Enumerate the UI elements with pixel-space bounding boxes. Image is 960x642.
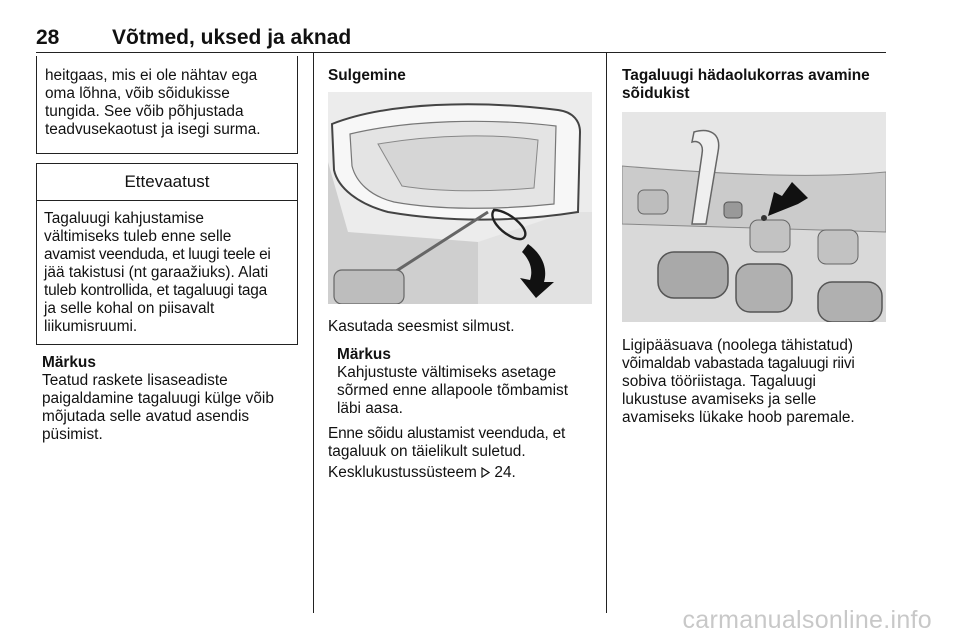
body-line: Ligipääsuava (noolega tähistatud) — [622, 337, 854, 354]
page-header — [36, 22, 886, 53]
caution-line: avamist veenduda, et luugi teele ei — [44, 246, 271, 263]
section-heading-closing: Sulgemine — [328, 67, 406, 84]
caution-line: Tagaluugi kahjustamise — [44, 210, 204, 227]
body-line: sobiva tööriistaga. Tagaluugi — [622, 373, 816, 390]
caution-line: vältimiseks tuleb enne selle — [44, 228, 232, 245]
chapter-title: Võtmed, uksed ja aknad — [112, 26, 352, 49]
caution-line: tuleb kontrollida, et tagaluugi taga — [44, 282, 267, 299]
warning-line: heitgaas, mis ei ole nähtav ega — [45, 67, 258, 84]
caution-line: ja selle kohal on piisavalt — [44, 300, 215, 317]
column-divider-1 — [313, 53, 314, 613]
warning-line: tungida. See võib põhjustada — [45, 103, 244, 120]
paragraph-check-closed — [328, 425, 598, 461]
page-number: 28 — [36, 26, 60, 49]
cross-reference — [328, 464, 516, 482]
body-line: avamiseks lükake hoob paremale. — [622, 409, 855, 426]
note-line: Teatud raskete lisaseadiste — [42, 372, 228, 389]
paragraph-line: tagaluuk on täielikult suletud. — [328, 443, 526, 460]
note-line: paigaldamine tagaluugi külge võib — [42, 390, 274, 407]
caution-box — [36, 163, 298, 345]
emergency-release-illustration — [622, 112, 886, 322]
caution-line: jää takistusi (nt garaažiuks). Alati — [44, 264, 269, 281]
page-reference-arrow-icon[interactable] — [481, 467, 490, 478]
note-line: Kahjustuste vältimiseks asetage — [337, 364, 557, 381]
cross-reference-page[interactable]: 24. — [494, 464, 516, 481]
paragraph-line: Enne sõidu alustamist veenduda, et — [328, 425, 566, 442]
emergency-description — [622, 337, 897, 427]
note-line: püsimist. — [42, 426, 103, 443]
tailgate-closing-illustration — [328, 92, 592, 304]
note-block-2 — [337, 346, 597, 418]
note-block-1 — [42, 354, 302, 444]
caution-line: liikumisruumi. — [44, 318, 138, 335]
note-line: sõrmed enne allapoole tõmbamist — [337, 382, 568, 399]
body-line: lukustuse avamiseks ja selle — [622, 391, 817, 408]
section-heading-emergency — [622, 67, 892, 103]
watermark: carmanualsonline.info — [682, 606, 932, 634]
note-line: läbi aasa. — [337, 400, 403, 417]
note-heading: Märkus — [337, 346, 391, 363]
cross-reference-text: Kesklukustussüsteem — [328, 464, 477, 481]
warning-line: teadvusekaotust ja isegi surma. — [45, 121, 261, 138]
warning-box-continued — [36, 56, 298, 154]
caution-title: Ettevaatust — [37, 164, 297, 201]
figure-caption-closing: Kasutada seesmist silmust. — [328, 318, 515, 335]
body-line: võimaldab vabastada tagaluugi riivi — [622, 355, 855, 372]
note-line: mõjutada selle avatud asendis — [42, 408, 250, 425]
warning-line: oma lõhna, võib sõidukisse — [45, 85, 230, 102]
note-heading: Märkus — [42, 354, 96, 371]
heading-line: sõidukist — [622, 85, 690, 102]
column-divider-2 — [606, 53, 607, 613]
heading-line: Tagaluugi hädaolukorras avamine — [622, 67, 870, 84]
